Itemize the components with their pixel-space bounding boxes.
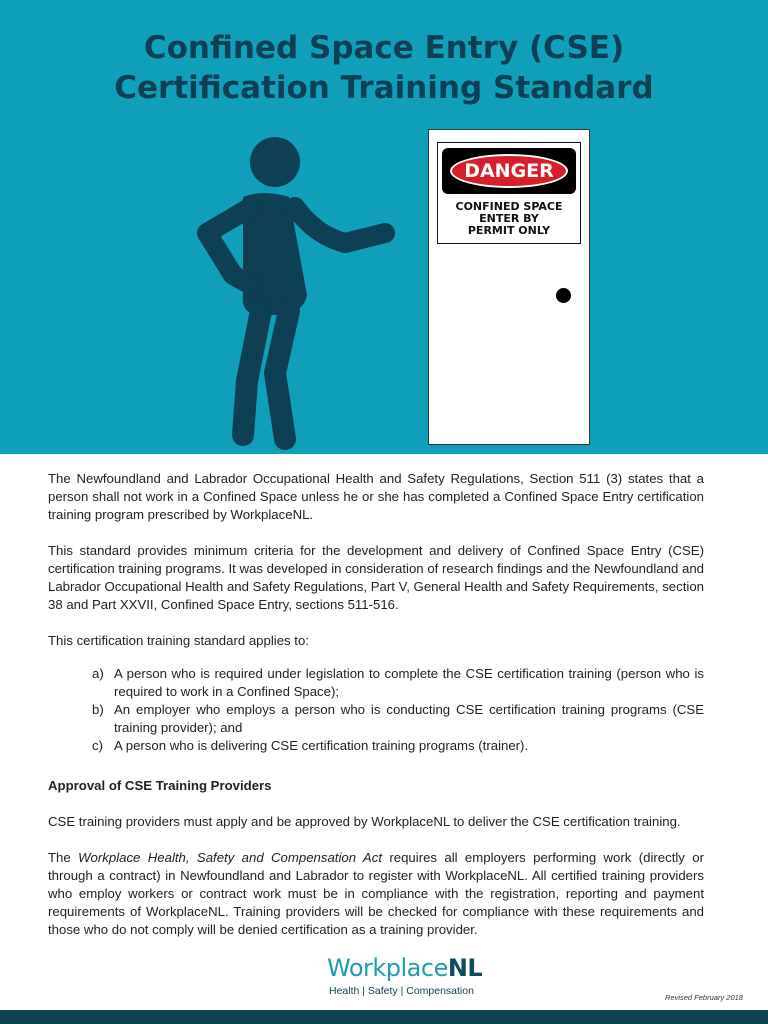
- sign-line-2: ENTER BY: [479, 212, 539, 225]
- footer-bar: [0, 1010, 768, 1024]
- list-item-label: c): [92, 738, 103, 753]
- approval-paragraph: CSE training providers must apply and be approved by WorkplaceNL to deliver the CSE certification training.: [48, 814, 681, 829]
- logo-wordmark: [327, 954, 497, 982]
- revised-date: Revised February 2018: [665, 993, 743, 1002]
- logo-part-2: NL: [447, 954, 483, 982]
- applies-to-list: [48, 665, 704, 755]
- list-item-text: A person who is delivering CSE certification training programs (trainer).: [114, 738, 529, 753]
- title-line-2: Certification Training Standard: [114, 70, 654, 106]
- logo-part-1: Workplace: [327, 954, 448, 982]
- list-item: [48, 737, 704, 755]
- list-item-text: An employer who employs a person who is conducting CSE certification training programs (CSE training provider); and: [114, 702, 704, 735]
- list-item-text: A person who is required under legislation to complete the CSE certification training (person who is required to work in a Confined Space);: [114, 666, 704, 699]
- page-title: [0, 28, 768, 108]
- document-body: [48, 470, 704, 939]
- person-figure-icon: [185, 135, 395, 451]
- danger-header: [442, 148, 576, 194]
- list-item: [48, 701, 704, 737]
- list-item-label: a): [92, 666, 104, 681]
- list-item: [48, 665, 704, 701]
- danger-sign: [437, 142, 581, 244]
- intro-paragraph: The Newfoundland and Labrador Occupational Health and Safety Regulations, Section 511 (3) states that a person shall not work in a Confined Space unless he or she has completed a Confined Space Entry certification training program prescribed by WorkplaceNL.: [48, 471, 704, 522]
- door-knob-icon: [556, 288, 571, 303]
- list-item-label: b): [92, 702, 104, 717]
- hero-banner: [0, 0, 768, 454]
- sign-line-1: CONFINED SPACE: [455, 200, 563, 213]
- confined-space-door: [428, 129, 590, 445]
- act-paragraph: [48, 849, 704, 939]
- sign-line-3: PERMIT ONLY: [467, 224, 551, 237]
- applies-to-paragraph: This certification training standard applies to:: [48, 633, 309, 648]
- danger-label: DANGER: [450, 154, 568, 188]
- act-prefix: The: [48, 850, 79, 865]
- act-title: Workplace Health, Safety and Compensation Act: [78, 850, 382, 865]
- standard-paragraph: This standard provides minimum criteria for the development and delivery of Confined Space Entry (CSE) certification training programs. It was developed in consideration of research findings and the Newfoundland and Labrador Occupational Health and Safety Regulations, Part V, General Health and Safety Requirements, section 38 and Part XXVII, Confined Space Entry, sections 511-516.: [48, 543, 704, 612]
- logo-tagline: Health | Safety | Compensation: [329, 985, 474, 997]
- section-heading: Approval of CSE Training Providers: [48, 778, 272, 793]
- workplacenl-logo: [327, 954, 497, 997]
- title-line-1: Confined Space Entry (CSE): [143, 30, 625, 66]
- danger-sign-text: [438, 201, 580, 237]
- act-text: requires all employers performing work (directly or through a contract) in Newfoundland and Labrador to register with WorkplaceNL. All certified training providers who employ workers or contract work must be in compliance with the registration, reporting and payment requirements of WorkplaceNL. Training providers will be checked for compliance with these requirements and those who do not comply will be denied certification as a training provider.: [48, 850, 704, 937]
